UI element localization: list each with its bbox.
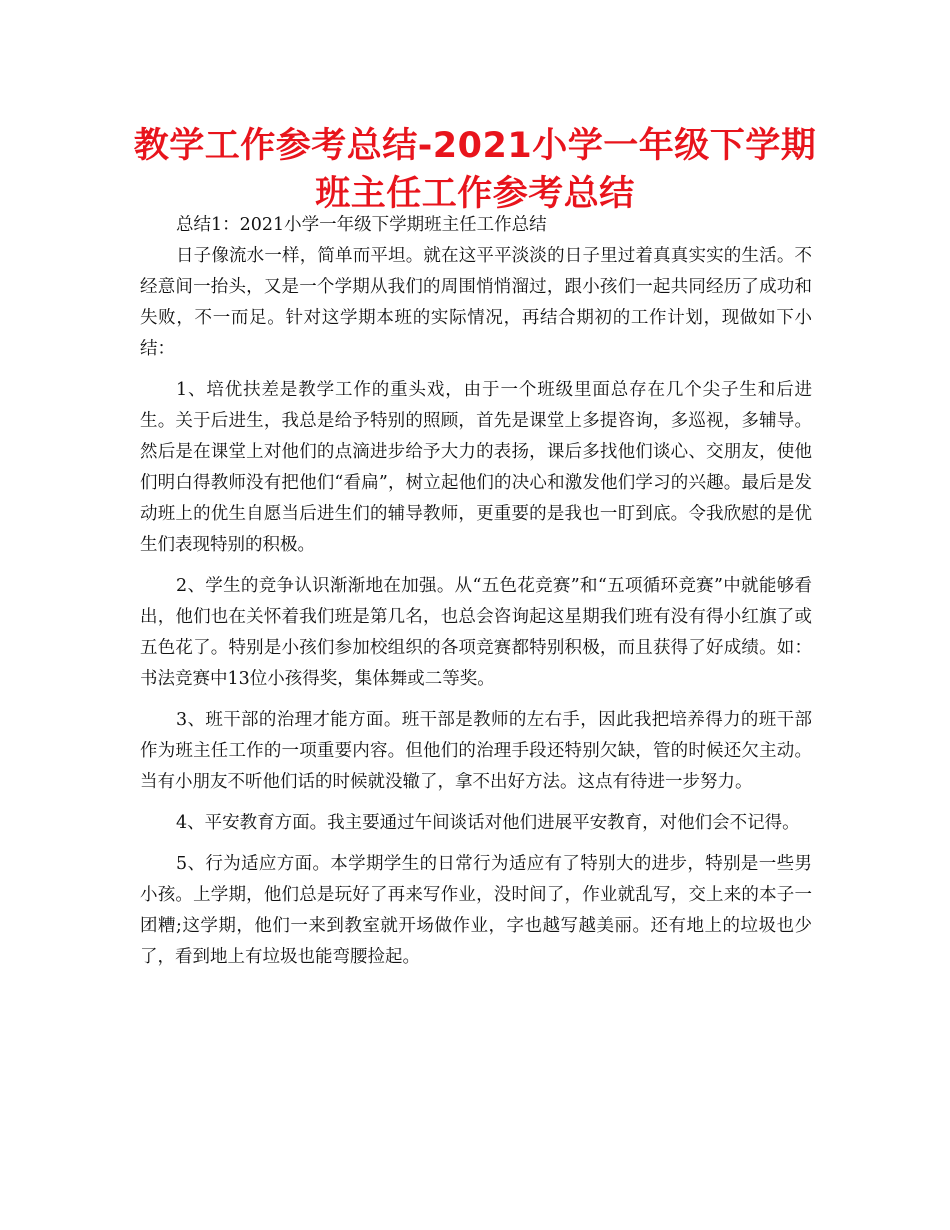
paragraph-4: 4、平安教育方面。我主要通过午间谈话对他们进展平安教育，对他们会不记得。 xyxy=(176,813,800,833)
document-title: 教学工作参考总结-2021小学一年级下学期班主任工作参考总结 xyxy=(133,126,817,214)
section-subtitle: 总结1：2021小学一年级下学期班主任工作总结 xyxy=(176,215,547,235)
paragraph-2: 2、学生的竞争认识渐渐地在加强。从“五色花竞赛”和“五项循环竞赛”中就能够看出，他们也在关怀着我们班是第几名，也总会咨询起这星期我们班有没有得小红旗了或五色花了。特别是小孩们参加校组织的各项竞赛都特别积极，而且获得了好成绩。如：书法竞赛中13位小孩得奖，集体舞或二等奖。 xyxy=(140,576,812,689)
paragraph-5: 5、行为适应方面。本学期学生的日常行为适应有了特别大的进步，特别是一些男小孩。上学期，他们总是玩好了再来写作业，没时间了，作业就乱写，交上来的本子一团糟;这学期，他们一来到教室就开场做作业，字也越写越美丽。还有地上的垃圾也少了，看到地上有垃圾也能弯腰捡起。 xyxy=(140,854,812,967)
document-body xyxy=(140,210,812,973)
paragraph-3: 3、班干部的治理才能方面。班干部是教师的左右手，因此我把培养得力的班干部作为班主任工作的一项重要内容。但他们的治理手段还特别欠缺，管的时候还欠主动。当有小朋友不听他们话的时候就没辙了，拿不出好方法。这点有待进一步努力。 xyxy=(140,710,812,792)
paragraph-1: 1、培优扶差是教学工作的重头戏，由于一个班级里面总存在几个尖子生和后进生。关于后进生，我总是给予特别的照顾，首先是课堂上多提咨询，多巡视，多辅导。然后是在课堂上对他们的点滴进步给予大力的表扬，课后多找他们谈心、交朋友，使他们明白得教师没有把他们“看扁”，树立起他们的决心和激发他们学习的兴趣。最后是发动班上的优生自愿当后进生们的辅导教师，更重要的是我也一盯到底。令我欣慰的是优生们表现特别的积极。 xyxy=(140,380,812,555)
intro-paragraph: 日子像流水一样，简单而平坦。就在这平平淡淡的日子里过着真真实实的生活。不经意间一抬头，又是一个学期从我们的周围悄悄溜过，跟小孩们一起共同经历了成功和失败，不一而足。针对这学期本班的实际情况，再结合期初的工作计划，现做如下小结： xyxy=(140,246,812,359)
